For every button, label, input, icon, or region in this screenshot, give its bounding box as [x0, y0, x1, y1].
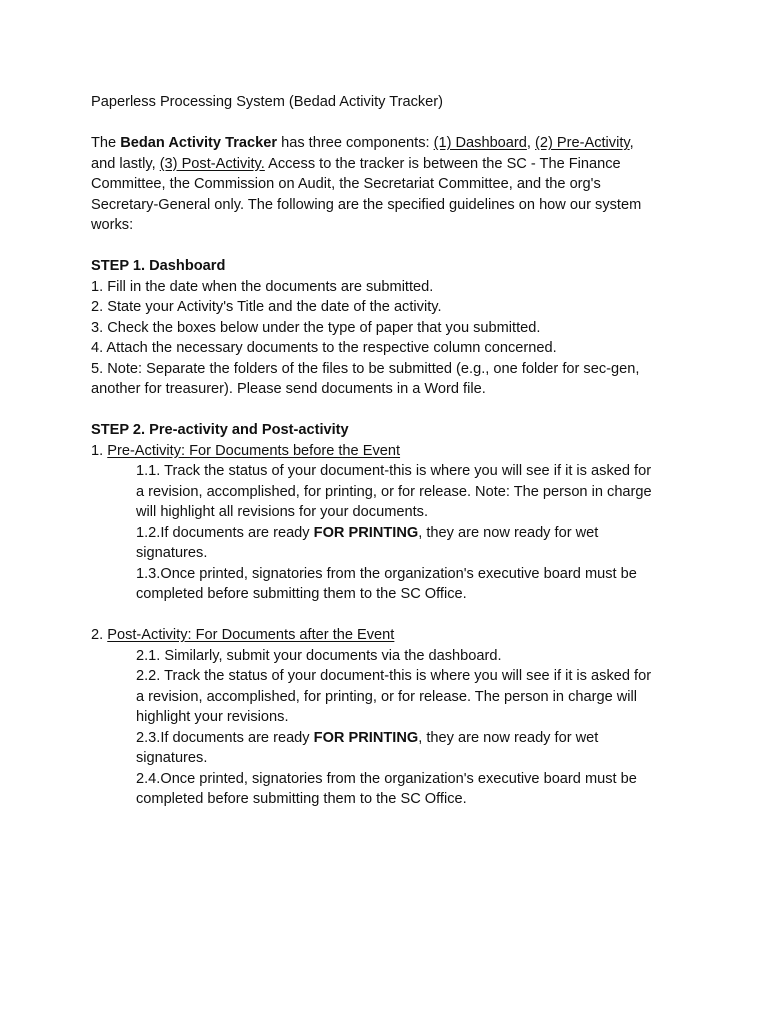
intro-paragraph [91, 133, 681, 236]
step1-item: 2. State your Activity's Title and the date of the activity. [91, 299, 442, 315]
post-item-4-line: completed before submitting them to the SC Office. [136, 791, 467, 807]
intro-text: has three components: [277, 135, 434, 151]
post-item-3-line: signatures. [136, 750, 208, 766]
post-activity-items [91, 646, 681, 810]
step1-item: 1. Fill in the date when the documents are submitted. [91, 278, 434, 295]
step1-item: 3. Check the boxes below under the type of paper that you submitted. [91, 319, 541, 336]
post-activity-number: 2. [91, 627, 108, 643]
intro-line-1 [91, 133, 681, 154]
intro-line-4: Secretary-General only. The following are the specified guidelines on how our system [91, 196, 642, 213]
pre-item-2-text: 1.2.If documents are ready [136, 524, 314, 541]
intro-line-3: Committee, the Commission on Audit, the Secretariat Committee, and the org's [91, 176, 601, 192]
pre-activity-number: 1. [91, 442, 108, 459]
post-item-1-line: 2.1. Similarly, submit your documents via the dashboard. [136, 647, 502, 664]
step1-heading [91, 256, 681, 277]
for-printing-emphasis: FOR PRINTING [313, 524, 419, 541]
intro-text: , [526, 135, 536, 151]
pre-item-1-line: 1.1. Track the status of your document-this is where you will see if it is asked for [136, 463, 652, 479]
step1-item: 4. Attach the necessary documents to the respective column concerned. [91, 340, 557, 356]
pre-item-2-line: signatures. [136, 545, 208, 561]
pre-item-1-line: a revision, accomplished, for printing, or for release. Note: The person in charge [136, 483, 652, 500]
intro-text: , [629, 135, 634, 151]
document-title: Paperless Processing System (Bedad Activity Tracker) [91, 94, 444, 110]
spacer [91, 113, 681, 134]
intro-line-2 [91, 154, 681, 175]
document-page [91, 92, 681, 810]
step2-section [91, 420, 681, 810]
intro-text: The [91, 135, 121, 151]
spacer [91, 605, 681, 626]
step1-section [91, 256, 681, 400]
post-item-4-line: 2.4.Once printed, signatories from the organization's executive board must be [136, 770, 637, 787]
step1-item: 5. Note: Separate the folders of the files to be submitted (e.g., one folder for sec-gen, [91, 360, 640, 377]
step2-heading-text: STEP 2. Pre-activity and Post-activity [91, 422, 349, 438]
component-pre-activity: (2) Pre-Activity [535, 135, 630, 151]
spacer [91, 400, 681, 421]
post-item-3-text: 2.3.If documents are ready [136, 729, 314, 746]
pre-activity-items [91, 461, 681, 605]
step2-heading [91, 420, 681, 441]
spacer [91, 236, 681, 257]
intro-line-5: works: [91, 217, 134, 233]
component-post-activity: (3) Post-Activity. [159, 155, 265, 172]
intro-text: and lastly, [91, 155, 160, 172]
post-item-2-line: a revision, accomplished, for printing, or for release. The person in charge will [136, 688, 638, 705]
step1-heading-text: STEP 1. Dashboard [91, 258, 226, 274]
intro-text: Access to the tracker is between the SC - The Finance [264, 155, 621, 172]
post-activity-label [91, 625, 681, 646]
pre-item-2-text: , they are now ready for wet [418, 524, 599, 541]
component-dashboard: (1) Dashboard [433, 135, 527, 151]
post-item-3-line [136, 728, 681, 749]
pre-item-3-line: completed before submitting them to the SC Office. [136, 586, 467, 602]
pre-activity-label [91, 441, 681, 462]
pre-item-2-line [136, 523, 681, 544]
tracker-name: Bedan Activity Tracker [120, 135, 278, 151]
pre-item-1-line: will highlight all revisions for your documents. [136, 504, 429, 520]
for-printing-emphasis: FOR PRINTING [313, 729, 419, 746]
pre-item-3-line: 1.3.Once printed, signatories from the organization's executive board must be [136, 565, 637, 582]
post-item-2-line: highlight your revisions. [136, 709, 289, 725]
post-item-2-line: 2.2. Track the status of your document-this is where you will see if it is asked for [136, 668, 652, 684]
pre-activity-title: Pre-Activity: For Documents before the Event [107, 442, 401, 459]
step1-item: another for treasurer). Please send documents in a Word file. [91, 381, 486, 397]
post-activity-title: Post-Activity: For Documents after the Event [107, 627, 395, 643]
post-item-3-text: , they are now ready for wet [418, 729, 599, 746]
